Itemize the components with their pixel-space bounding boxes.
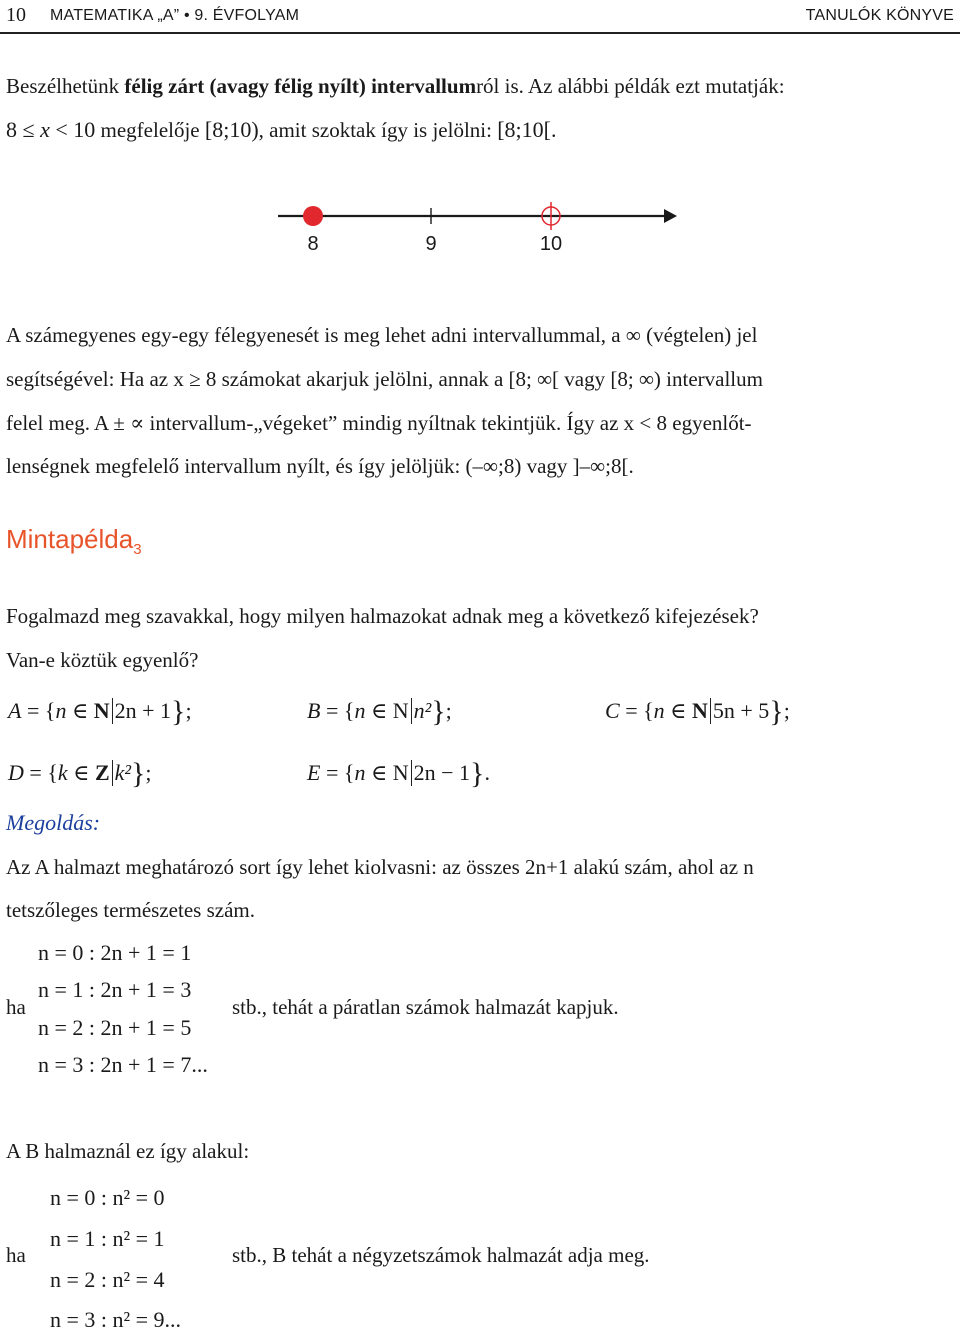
example-heading [6, 524, 142, 558]
set-expr: n² [413, 698, 432, 723]
set-expr: k² [114, 760, 131, 785]
intro-word-2: , amit szoktak így is jelölni: [258, 118, 498, 142]
b-row-2: n = 2 : n² = 4 [50, 1267, 165, 1292]
set-C-definition: C = {n ∈ N 5n + 5}; [605, 695, 790, 728]
set-expr: 5n + 5 [712, 698, 770, 723]
set-var: n [354, 760, 366, 785]
example-title: Mintapélda [6, 524, 134, 554]
axis-arrow-icon [664, 209, 677, 223]
set-name: A [8, 698, 22, 723]
b-result: stb., B tehát a négyzetszámok halmazát adja meg. [232, 1243, 650, 1267]
set-domain: N [392, 760, 409, 785]
closed-point-8 [303, 206, 323, 226]
tick-label-9: 9 [425, 233, 437, 255]
a-ha-label: ha [6, 995, 26, 1019]
set-name: C [605, 698, 620, 723]
ineq-left: 8 ≤ [6, 117, 41, 142]
set-var: k [57, 760, 68, 785]
intro-line-1 [6, 74, 785, 99]
question-line-2: Van-e köztük egyenlő? [6, 648, 199, 672]
intro-text: Beszélhetünk [6, 74, 125, 98]
set-expr: 2n − 1 [413, 760, 471, 785]
set-domain: N [691, 698, 708, 723]
header-left-title: MATEMATIKA „A” • 9. ÉVFOLYAM [50, 7, 300, 24]
set-var: n [653, 698, 665, 723]
b-row-0: n = 0 : n² = 0 [50, 1185, 165, 1210]
a-row-2: n = 2 : 2n + 1 = 5 [38, 1015, 192, 1040]
interval-notation-2: [8;10[ [497, 117, 551, 142]
a-result: stb., tehát a páratlan számok halmazát kapjuk. [232, 995, 619, 1019]
b-intro: A B halmaznál ez így alakul: [6, 1139, 250, 1163]
example-number: 3 [133, 541, 142, 559]
set-var: n [55, 698, 67, 723]
ineq-var: x [40, 117, 50, 142]
solution-a-text-2: tetszőleges természetes szám. [6, 898, 255, 922]
set-name: E [307, 760, 321, 785]
header-right-title: TANULÓK KÖNYVE [805, 7, 954, 24]
a-row-0: n = 0 : 2n + 1 = 1 [38, 940, 192, 965]
intro-line-2 [6, 117, 556, 143]
b-ha-label: ha [6, 1243, 26, 1267]
set-name: B [307, 698, 321, 723]
page-number: 10 [6, 4, 26, 26]
number-line [268, 198, 688, 260]
header-rule [0, 32, 960, 34]
tick-label-8: 8 [307, 233, 319, 255]
set-domain: Z [94, 760, 110, 785]
set-var: n [354, 698, 366, 723]
a-row-1: n = 1 : 2n + 1 = 3 [38, 977, 192, 1002]
solution-a-text-1: Az A halmazt meghatározó sort így lehet kiolvasni: az összes 2n+1 alakú szám, ahol az n [6, 855, 754, 879]
interval-notation-1: [8;10) [204, 117, 259, 142]
b-row-1: n = 1 : n² = 1 [50, 1226, 165, 1251]
question-line-1: Fogalmazd meg szavakkal, hogy milyen halmazokat adnak meg a következő kifejezések? [6, 604, 759, 628]
a-row-3: n = 3 : 2n + 1 = 7... [38, 1052, 208, 1077]
paragraph-line-1: A számegyenes egy-egy félegyenesét is meg lehet adni intervallummal, a ∞ (végtelen) jel [6, 323, 758, 347]
solution-label: Megoldás: [6, 810, 101, 835]
set-expr: 2n + 1 [114, 698, 172, 723]
intro-period: . [550, 117, 557, 142]
set-domain: N [392, 698, 409, 723]
tick-label-10: 10 [539, 233, 563, 255]
paragraph-line-3: felel meg. A ± ∝ intervallum-„végeket” mindig nyíltnak tekintjük. Így az x < 8 egyenlőt- [6, 411, 752, 435]
ineq-right: < 10 [49, 117, 96, 142]
paragraph-line-2: segítségével: Ha az x ≥ 8 számokat akarjuk jelölni, annak a [8; ∞[ vagy [8; ∞) intervallum [6, 367, 763, 391]
intro-bold-term: félig zárt (avagy félig nyílt) intervallum [124, 74, 477, 98]
set-name: D [8, 760, 24, 785]
set-D-definition: D = {k ∈ Z k²}; [8, 757, 152, 790]
set-A-definition: A = {n ∈ N 2n + 1}; [8, 695, 192, 728]
set-E-definition: E = {n ∈ N 2n − 1}. [307, 757, 490, 790]
paragraph-line-4: lenségnek megfelelő intervallum nyílt, és így jelöljük: (–∞;8) vagy ]–∞;8[. [6, 454, 634, 478]
intro-text-end: ról is. Az alábbi példák ezt mutatják: [476, 74, 785, 98]
b-row-3: n = 3 : n² = 9... [50, 1307, 182, 1332]
intro-word: megfelelője [95, 118, 205, 142]
set-B-definition: B = {n ∈ N n²}; [307, 695, 452, 728]
set-domain: N [93, 698, 110, 723]
